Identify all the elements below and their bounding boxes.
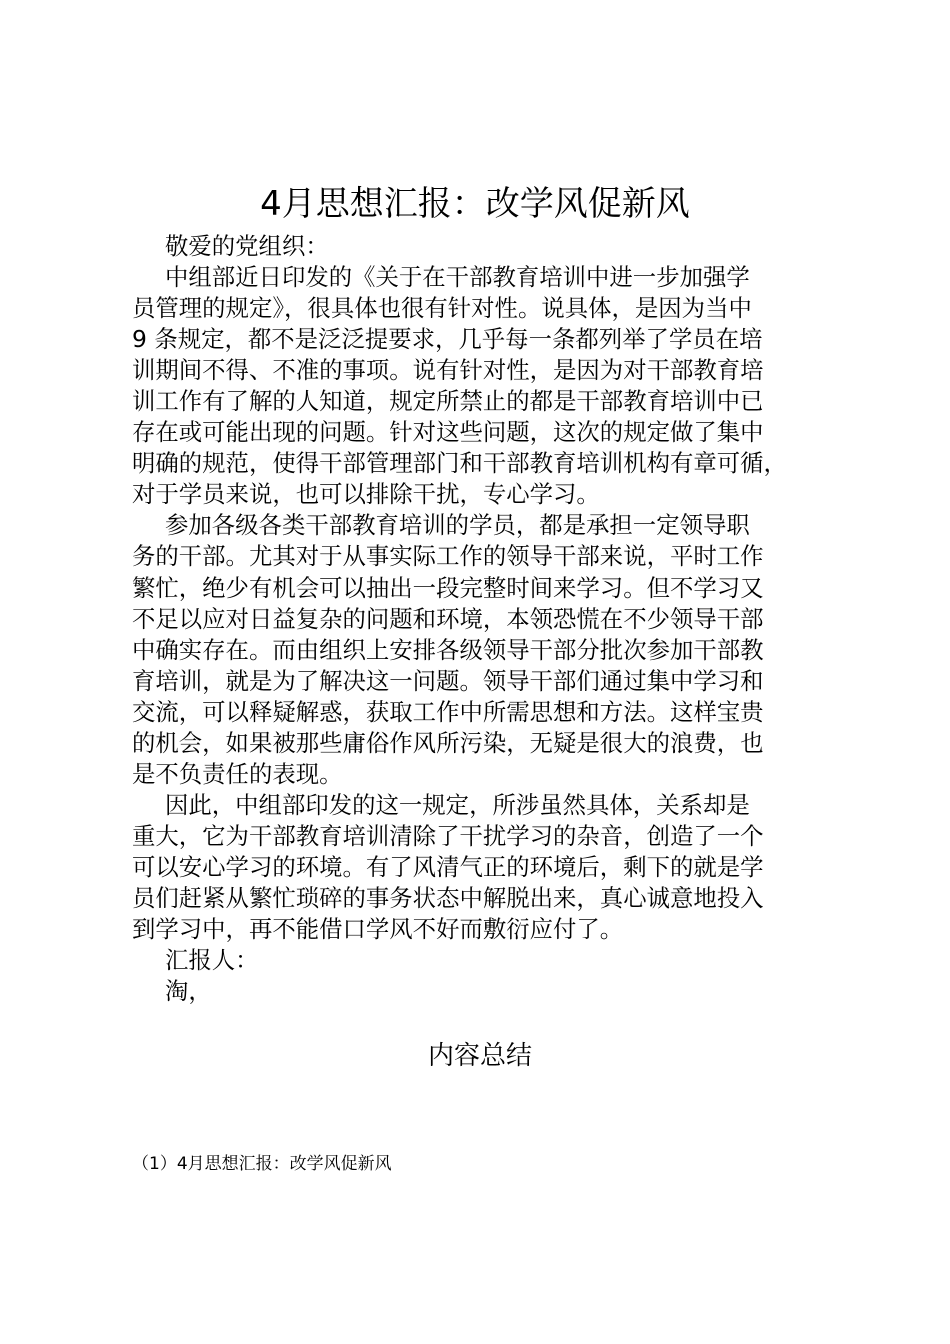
paragraph-line: 9 条规定，都不是泛泛提要求，几乎每一条都列举了学员在培 bbox=[132, 325, 763, 354]
paragraph-3 bbox=[132, 790, 847, 945]
paragraph-line: 的机会，如果被那些庸俗作风所污染，无疑是很大的浪费，也 bbox=[132, 728, 764, 757]
paragraph-line: 参加各级各类干部教育培训的学员，都是承担一定领导职 bbox=[165, 511, 750, 540]
closing-line: 淘， bbox=[165, 977, 212, 1006]
paragraph-1 bbox=[132, 262, 847, 510]
paragraph-line: 中确实存在。而由组织上安排各级领导干部分批次参加干部教 bbox=[132, 635, 764, 664]
paragraph-line: 员们赶紧从繁忙琐碎的事务状态中解脱出来，真心诚意地投入 bbox=[132, 883, 764, 912]
document-body bbox=[132, 231, 847, 1007]
salutation bbox=[132, 231, 847, 262]
paragraph-line: 存在或可能出现的问题。针对这些问题，这次的规定做了集中 bbox=[132, 418, 764, 447]
summary-heading: 内容总结 bbox=[427, 1041, 532, 1071]
paragraph-line: 重大，它为干部教育培训清除了干扰学习的杂音，创造了一个 bbox=[132, 821, 764, 850]
reporter bbox=[132, 945, 847, 976]
document-title: 4月思想汇报：改学风促新风 bbox=[260, 184, 690, 224]
paragraph-line: 对于学员来说，也可以排除干扰，专心学习。 bbox=[132, 480, 600, 509]
paragraph-line: 员管理的规定》，很具体也很有针对性。说具体，是因为当中 bbox=[132, 294, 752, 323]
paragraph-line: 是不负责任的表现。 bbox=[132, 759, 343, 788]
summary-item: （1）4月思想汇报：改学风促新风 bbox=[132, 1154, 392, 1174]
closing bbox=[132, 976, 847, 1007]
paragraph-2 bbox=[132, 510, 847, 789]
paragraph-line: 训工作有了解的人知道，规定所禁止的都是干部教育培训中已 bbox=[132, 387, 764, 416]
paragraph-line: 育培训，就是为了解决这一问题。领导干部们通过集中学习和 bbox=[132, 666, 764, 695]
paragraph-line: 交流，可以释疑解惑，获取工作中所需思想和方法。这样宝贵 bbox=[132, 697, 764, 726]
paragraph-line: 因此，中组部印发的这一规定，所涉虽然具体，关系却是 bbox=[165, 790, 750, 819]
paragraph-line: 训期间不得、不准的事项。说有针对性，是因为对干部教育培 bbox=[132, 356, 764, 385]
reporter-label: 汇报人： bbox=[165, 946, 259, 975]
paragraph-line: 可以安心学习的环境。有了风清气正的环境后，剩下的就是学 bbox=[132, 852, 764, 881]
paragraph-line: 务的干部。尤其对于从事实际工作的领导干部来说，平时工作 bbox=[132, 542, 764, 571]
paragraph-line: 不足以应对日益复杂的问题和环境，本领恐慌在不少领导干部 bbox=[132, 604, 764, 633]
paragraph-line: 繁忙，绝少有机会可以抽出一段完整时间来学习。但不学习又 bbox=[132, 573, 764, 602]
salutation-line: 敬爱的党组织： bbox=[165, 232, 329, 260]
paragraph-line: 明确的规范，使得干部管理部门和干部教育培训机构有章可循， bbox=[132, 449, 787, 478]
paragraph-line: 中组部近日印发的《关于在干部教育培训中进一步加强学 bbox=[165, 263, 750, 292]
paragraph-line: 到学习中，再不能借口学风不好而敷衍应付了。 bbox=[132, 915, 624, 944]
